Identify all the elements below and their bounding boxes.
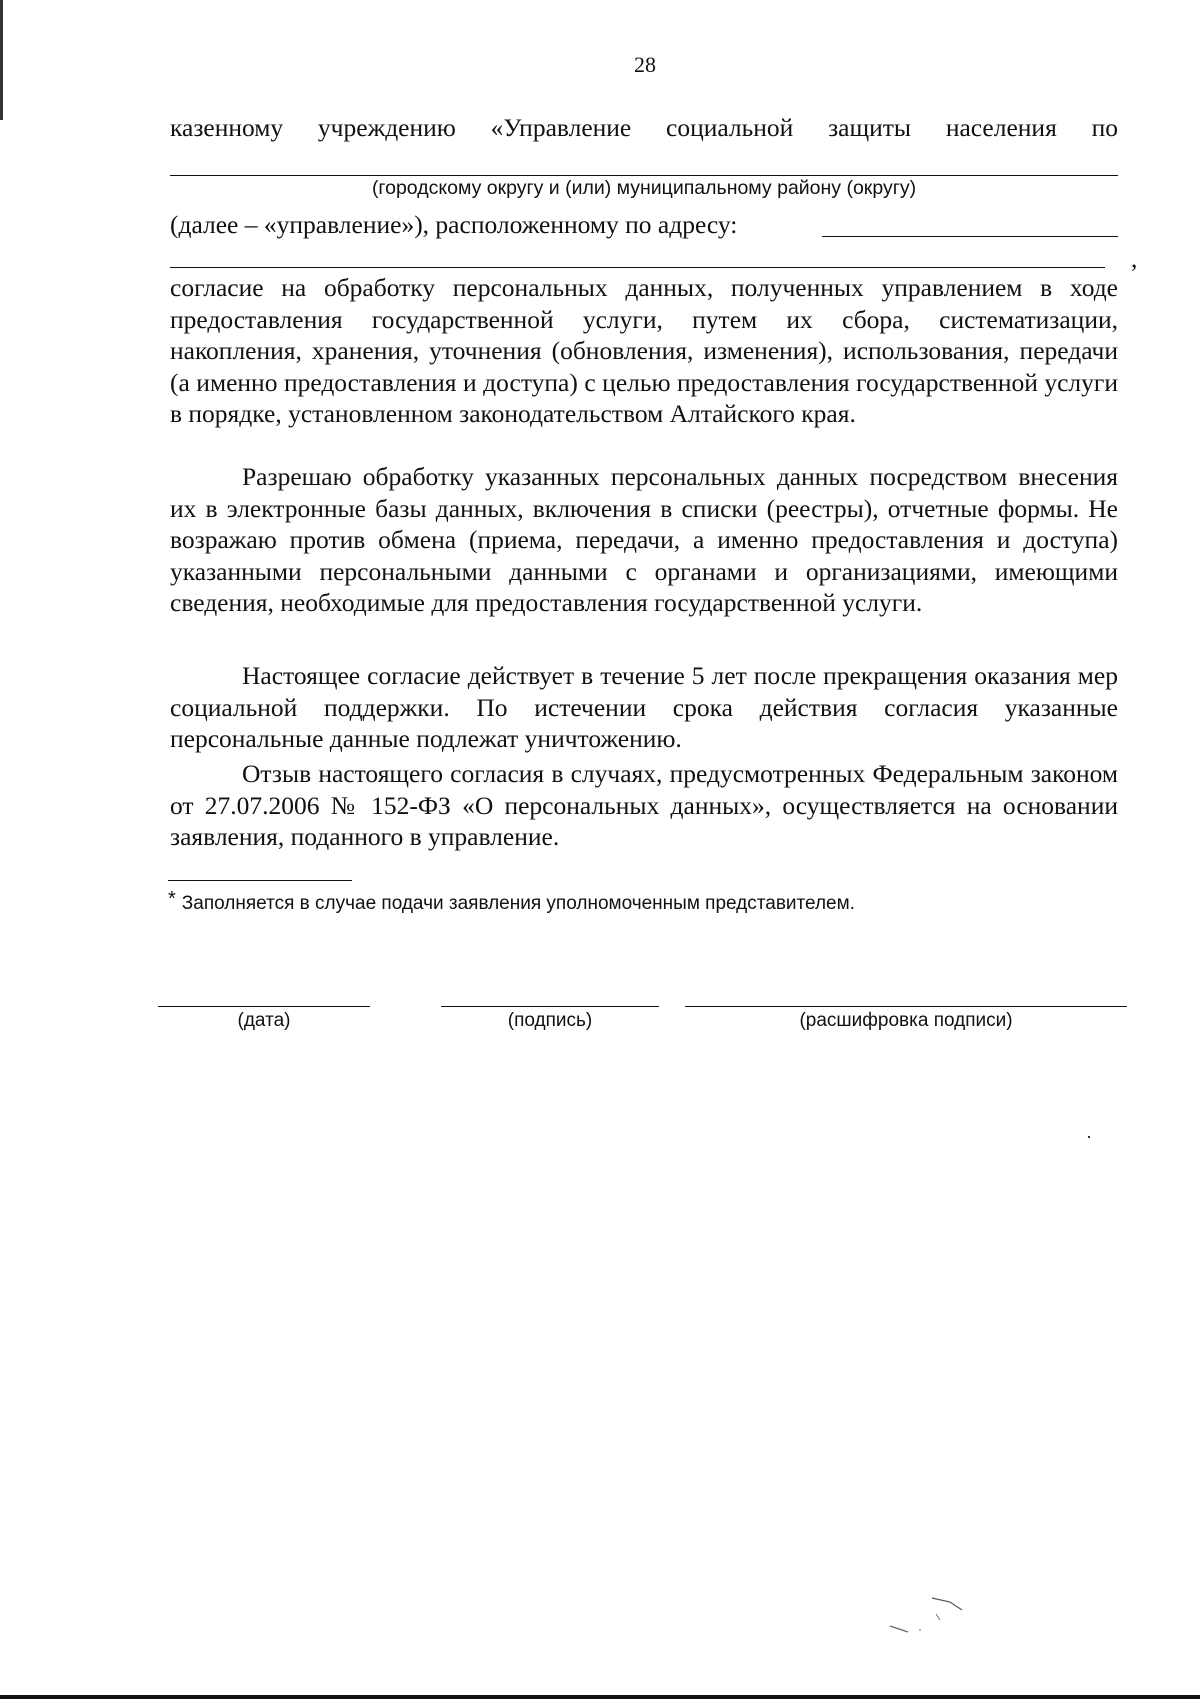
validity-paragraph: Настоящее согласие действует в течение 5 лет после прекращения оказания мер социальной поддержки. По истечении срока действия согласия указанные персональные данные подлежат уничтожению. <box>170 661 1118 753</box>
page-number: 28 <box>634 52 656 77</box>
footnote-separator <box>168 880 352 881</box>
signature-blank-line <box>441 1006 659 1007</box>
footnote-marker: * <box>168 888 176 910</box>
date-caption: (дата) <box>237 1010 291 1031</box>
decoding-blank-line <box>685 1006 1127 1007</box>
footnote <box>168 888 855 915</box>
decoding-caption: (расшифровка подписи) <box>799 1010 1013 1031</box>
revocation-paragraph: Отзыв настоящего согласия в случаях, предусмотренных Федеральным законом от 27.07.2006 № 152-ФЗ «О персональных данных», осуществляется на основании заявления, поданного в управление. <box>170 759 1118 851</box>
address-blank-line-1 <box>822 236 1118 237</box>
date-blank-line <box>158 1006 370 1007</box>
signature-caption: (подпись) <box>507 1010 593 1031</box>
district-caption: (городскому округу и (или) муниципальному району (округу) <box>371 177 917 199</box>
consent-paragraph: согласие на обработку персональных данных, полученных управлением в ходе предоставления государственной услуги, путем их сбора, систематизации, накопления, хранения, уточнения (обновления, изменения), использования, передачи (а именно предоставления и доступа) с целью предоставления государственной услуги в порядке, установленном законодательством Алтайского края. <box>170 273 1118 428</box>
footnote-text: Заполняется в случае подачи заявления уполномоченным представителем. <box>181 893 855 914</box>
scan-bottom-edge <box>0 1695 1200 1699</box>
district-blank-line <box>170 175 1118 176</box>
scan-artifact <box>880 1590 990 1640</box>
permission-paragraph: Разрешаю обработку указанных персональных данных посредством внесения их в электронные базы данных, включения в списки (реестры), отчетные формы. Не возражаю против обмена (приема, передачи, а именно предоставления и доступа) указанными персональными данными с органами и организациями, имеющими сведения, необходимые для предоставления государственной услуги. <box>170 462 1118 617</box>
address-comma: , <box>1131 244 1138 273</box>
address-blank-line-2 <box>170 267 1105 268</box>
address-label: (далее – «управление»), расположенному по адресу: <box>170 210 738 239</box>
header-first-line: казенному учреждению «Управление социальной защиты населения по <box>170 113 1118 142</box>
scan-dot <box>1088 1136 1090 1138</box>
